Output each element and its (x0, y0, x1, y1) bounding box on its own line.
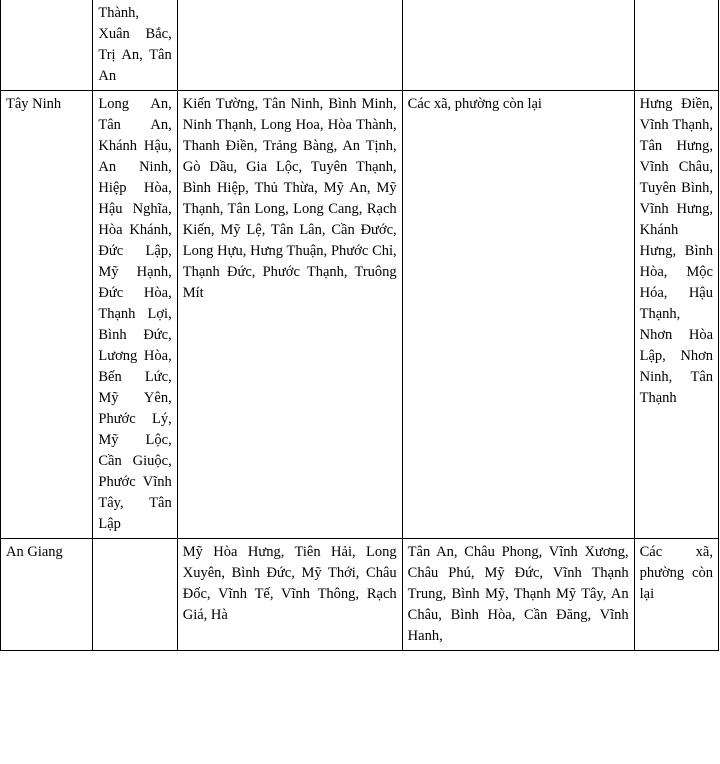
cell-province (1, 0, 93, 91)
table-body (1, 0, 719, 651)
table-row (1, 0, 719, 91)
cell-list-c: Tân An, Châu Phong, Vĩnh Xương, Châu Phú, Mỹ Đức, Vĩnh Thạnh Trung, Bình Mỹ, Thạnh Mỹ Tây, An Châu, Bình Hòa, Cần Đăng, Vĩnh Hanh, (402, 539, 634, 651)
cell-province: Tây Ninh (1, 91, 93, 539)
cell-list-b (177, 0, 402, 91)
cell-province: An Giang (1, 539, 93, 651)
cell-list-d: Các xã, phường còn lại (634, 539, 718, 651)
table-row (1, 539, 719, 651)
cell-list-b: Kiến Tường, Tân Ninh, Bình Minh, Ninh Thạnh, Long Hoa, Hòa Thành, Thanh Điền, Trảng Bàng, An Tịnh, Gò Dầu, Gia Lộc, Tuyên Thạnh, Bình Hiệp, Thủ Thừa, Mỹ An, Mỹ Thạnh, Tân Long, Long Cang, Rạch Kiến, Mỹ Lệ, Tân Lân, Cần Đước, Long Hựu, Hưng Thuận, Phước Chỉ, Thạnh Đức, Phước Thạnh, Truông Mít (177, 91, 402, 539)
cell-list-a: Thành, Xuân Bắc, Trị An, Tân An (93, 0, 177, 91)
cell-list-c: Các xã, phường còn lại (402, 91, 634, 539)
table-row (1, 91, 719, 539)
cell-list-a (93, 539, 177, 651)
cell-list-d (634, 0, 718, 91)
cell-list-d: Hưng Điền, Vĩnh Thạnh, Tân Hưng, Vĩnh Châu, Tuyên Bình, Vĩnh Hưng, Khánh Hưng, Bình Hòa, Mộc Hóa, Hậu Thạnh, Nhơn Hòa Lập, Nhơn Ninh, Tân Thạnh (634, 91, 718, 539)
cell-list-b: Mỹ Hòa Hưng, Tiên Hải, Long Xuyên, Bình Đức, Mỹ Thới, Châu Đốc, Vĩnh Tế, Vĩnh Thông, Rạch Giá, Hà (177, 539, 402, 651)
cell-list-c (402, 0, 634, 91)
cell-list-a: Long An, Tân An, Khánh Hậu, An Ninh, Hiệp Hòa, Hậu Nghĩa, Hòa Khánh, Đức Lập, Mỹ Hạnh, Đức Hòa, Thạnh Lợi, Bình Đức, Lương Hòa, Bến Lức, Mỹ Yên, Phước Lý, Mỹ Lộc, Cần Giuộc, Phước Vĩnh Tây, Tân Lập (93, 91, 177, 539)
